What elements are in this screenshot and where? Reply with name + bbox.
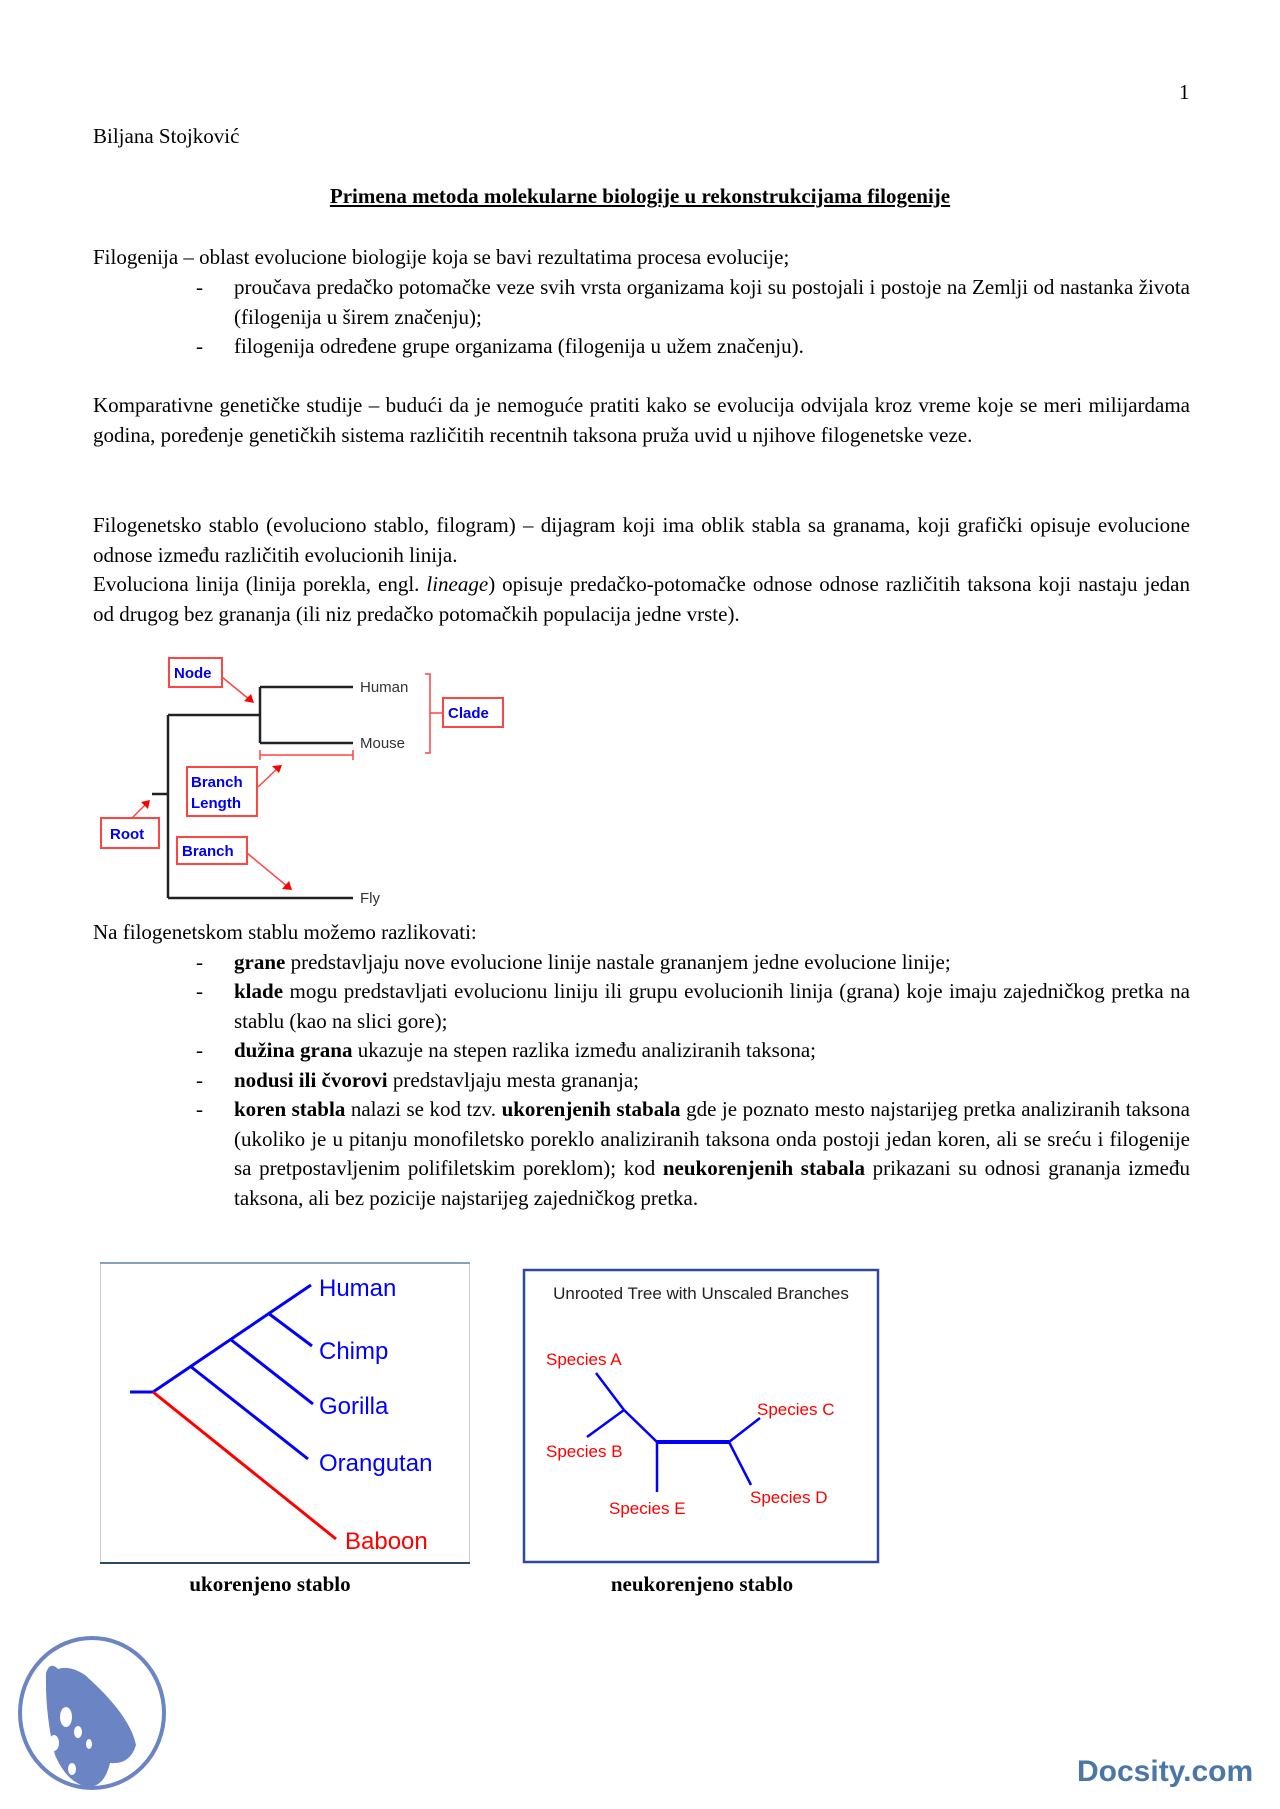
taxon-label: Species E: [609, 1499, 686, 1518]
label-root: Root: [110, 826, 145, 843]
bullet-item: [234, 1036, 1190, 1066]
paragraph-filogenija: Filogenija – oblast evolucione biologije koja se bavi rezultatima procesa evolucije;: [93, 245, 790, 269]
term: neukorenjenih stabala: [662, 1156, 865, 1181]
rooted-tree: [100, 1263, 470, 1563]
paragraph-filogenetsko-stablo: Filogenetsko stablo (evoluciono stablo, filogram) – dijagram koji ima oblik stabla sa granama, koji grafički opisuje evolucione odnose između različitih evolucionih linija.: [93, 513, 1190, 567]
term: grane: [234, 950, 286, 974]
bullet-dash: -: [196, 334, 203, 358]
bullet-item: [234, 948, 1190, 978]
taxon-label: Gorilla: [319, 1393, 389, 1420]
text: predstavljaju mesta grananja;: [387, 1068, 639, 1092]
paragraph-na-stablu: Na filogenetskom stablu možemo razlikovati:: [93, 920, 477, 944]
term: ukorenjenih stabala: [501, 1097, 681, 1121]
docsity-watermark[interactable]: Docsity.com: [1077, 1755, 1254, 1788]
taxon-label: Species A: [546, 1350, 622, 1369]
label-branch-length: Length: [191, 795, 241, 812]
page-number: 1: [1179, 80, 1190, 104]
bullet-dash: -: [196, 1097, 203, 1121]
taxon-label: Mouse: [360, 735, 406, 752]
bullet-dash: -: [196, 1068, 203, 1092]
bullet-item: filogenija određene grupe organizama (filogenija u užem značenju).: [234, 334, 804, 358]
arrow: [258, 768, 278, 787]
arrow: [222, 677, 250, 700]
caption-unrooted: neukorenjeno stablo: [610, 1572, 794, 1596]
text: mogu predstavljati evolucionu liniju ili grupu evolucionih linija (grana) koje imaju zajedničkog pretka na stablu (kao na slici gore);: [234, 979, 1190, 1033]
paragraph-evoluciona-linija: [93, 570, 1190, 629]
text: ) opisuje predačko-potomačke odnose odnose različitih taksona koji nastaju jedan od drugog bez grananja (ili niz predačko potomačkih populacija jedne vrste).: [93, 572, 1190, 626]
italic-term: lineage: [426, 572, 489, 596]
taxon-label: Baboon: [345, 1528, 428, 1555]
text: nalazi se kod tzv.: [345, 1097, 502, 1121]
paragraph-komparativne: Komparativne genetičke studije – budući da je nemoguće pratiti kako se evolucija odvijala kroz vreme koje se meri milijardama godina, poređenje genetičkih sistema različitih recentnih taksona pruža uvid u njihove filogenetske veze.: [93, 393, 1190, 447]
taxon-label: Species B: [546, 1442, 623, 1461]
text: predstavljaju nove evolucione linije nastale grananjem jedne evolucione linije;: [285, 950, 951, 974]
bullet-dash: -: [196, 275, 203, 299]
bullet-item: proučava predačko potomačke veze svih vrsta organizama koji su postojali i postoje na Zemlji od nastanka života (filogenija u širem značenju);: [234, 275, 1190, 329]
taxon-label: Species C: [757, 1400, 835, 1419]
bullet-dash: -: [196, 1038, 203, 1062]
docsity-logo-icon: [10, 1635, 170, 1805]
caption-rooted: ukorenjeno stablo: [189, 1572, 351, 1596]
label-branch-length: Branch: [191, 774, 243, 791]
label-node: Node: [174, 665, 212, 682]
taxon-label: Fly: [360, 890, 380, 907]
bullet-item: [234, 977, 1190, 1036]
taxon-label: Species D: [750, 1488, 828, 1507]
bullet-dash: -: [196, 950, 203, 974]
term: koren stabla: [234, 1097, 346, 1121]
taxon-label: Orangutan: [319, 1450, 433, 1477]
bullet-dash: -: [196, 979, 203, 1003]
arrow: [247, 853, 288, 887]
taxon-label: Chimp: [319, 1338, 389, 1365]
taxon-label: Human: [360, 679, 409, 696]
text: gde je poznato mesto najstarijeg pretka analiziranih taksona (ukoliko je u pitanju monofiletsko poreklo analiziranih taksona onda postoji jedan koren, ali se sreću i filogenije sa pretpostavljenim polifiletskim poreklom); kod: [234, 1097, 1190, 1181]
text: Evoluciona linija (linija porekla, engl.: [93, 572, 427, 596]
term: klade: [234, 979, 284, 1003]
text: ukazuje na stepen razlika između analiziranih taksona;: [352, 1038, 817, 1062]
author: Biljana Stojković: [93, 124, 240, 148]
phylogenetic-tree-diagram: [80, 640, 540, 920]
unrooted-tree: [524, 1270, 878, 1562]
bullet-item: [234, 1095, 1190, 1213]
label-clade: Clade: [448, 705, 489, 722]
figure-title: Unrooted Tree with Unscaled Branches: [553, 1284, 849, 1303]
term: dužina grana: [234, 1038, 353, 1062]
clade-bracket: [425, 674, 430, 753]
taxon-label: Human: [319, 1275, 397, 1302]
document-title: Primena metoda molekularne biologije u rekonstrukcijama filogenije: [329, 184, 951, 208]
term: nodusi ili čvorovi: [234, 1068, 388, 1092]
text: prikazani su odnosi grananja između taksona, ali bez pozicije najstarijeg zajedničkog pretka.: [234, 1156, 1190, 1210]
bullet-item: [234, 1066, 1190, 1096]
label-branch: Branch: [182, 843, 234, 860]
